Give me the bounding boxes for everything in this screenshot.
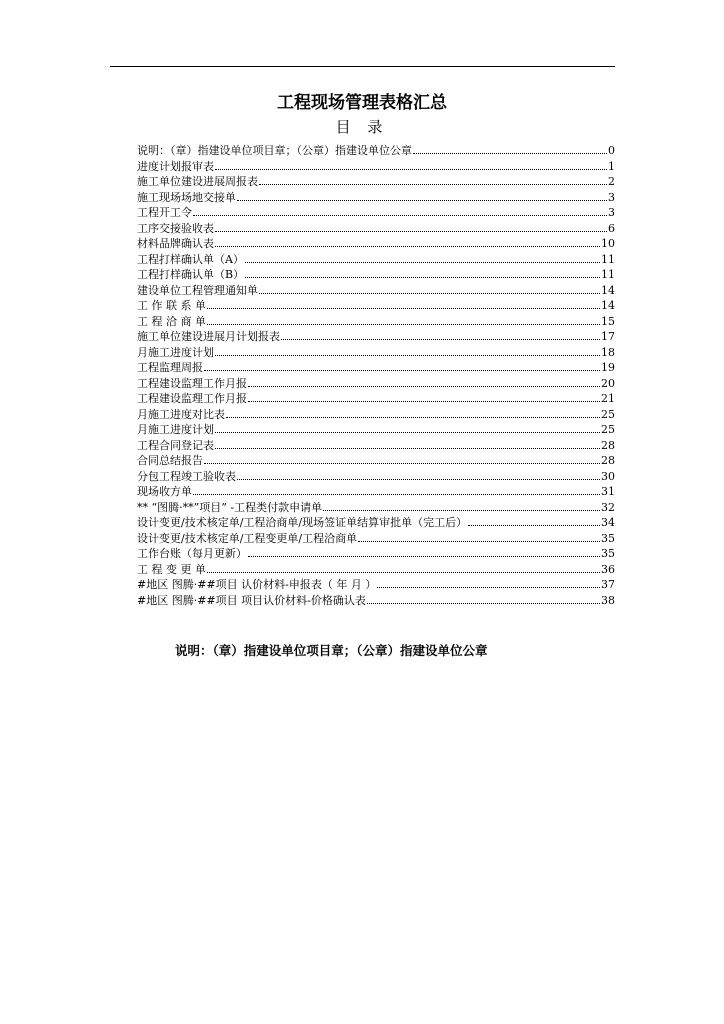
toc-entry-title: 工作台账（每月更新）	[137, 547, 247, 560]
toc-leader-dots	[377, 577, 600, 588]
toc-entry[interactable]	[137, 298, 615, 314]
toc-entry[interactable]	[137, 438, 615, 454]
toc-entry[interactable]	[137, 345, 615, 361]
toc-entry[interactable]	[137, 252, 615, 268]
toc-page-number: 18	[601, 345, 615, 359]
toc-leader-dots	[237, 469, 600, 480]
toc-entry[interactable]	[137, 236, 615, 252]
toc-entry[interactable]	[137, 360, 615, 376]
toc-page-number: 37	[601, 578, 615, 591]
toc-entry-title: 分包工程竣工验收表	[137, 469, 236, 483]
toc-entry[interactable]	[137, 577, 615, 593]
toc-leader-dots	[237, 190, 607, 201]
toc-entry-title: 施工单位建设进展周报表	[137, 175, 258, 188]
toc-entry[interactable]	[137, 407, 615, 423]
toc-entry[interactable]	[137, 329, 615, 345]
toc-entry-title: 建设单位工程管理通知单	[137, 283, 258, 297]
toc-page-number: 30	[601, 469, 615, 483]
toc-leader-dots	[215, 422, 600, 433]
toc-leader-dots	[207, 562, 600, 573]
toc-leader-dots	[207, 298, 600, 309]
toc-page-number: 3	[608, 206, 615, 219]
toc-entry[interactable]	[137, 205, 615, 221]
toc-entry-title: 施工单位建设进展月计划报表	[137, 330, 280, 343]
toc-heading: 目 录	[335, 118, 389, 136]
toc-leader-dots	[204, 360, 600, 371]
toc-entry-title: 材料品牌确认表	[137, 237, 214, 250]
toc-entry-title: 月施工进度计划	[137, 345, 214, 359]
toc-page-number: 28	[601, 438, 615, 452]
toc-leader-dots	[215, 221, 607, 232]
toc-entry-title: 设计变更/技术核定单/工程洽商单/现场签证单结算审批单（完工后）	[137, 516, 468, 529]
toc-entry[interactable]	[137, 221, 615, 237]
toc-entry-title: 工程开工令	[137, 206, 192, 219]
toc-leader-dots	[248, 391, 600, 402]
toc-leader-dots	[245, 252, 600, 263]
toc-entry[interactable]	[137, 174, 615, 190]
toc-page-number: 25	[601, 423, 615, 436]
toc-leader-dots	[215, 438, 600, 449]
toc-page-number: 28	[601, 454, 615, 467]
toc-page-number: 34	[601, 516, 615, 529]
toc-entry-title: ** “图腾·**”项目” -工程类付款申请单	[137, 500, 323, 514]
toc-leader-dots	[248, 376, 600, 387]
toc-entry[interactable]	[137, 593, 615, 609]
toc-page-number: 35	[601, 547, 615, 560]
toc-page-number: 36	[601, 562, 615, 576]
toc-entry-title: #地区 图腾·##项目 项目认价材料-价格确认表	[137, 593, 366, 607]
toc-entry-title: 设计变更/技术核定单/工程变更单/工程洽商单	[137, 531, 358, 545]
toc-page-number: 20	[601, 376, 615, 390]
toc-leader-dots	[193, 205, 607, 216]
toc-leader-dots	[358, 531, 600, 542]
toc-entry-title: 进度计划报审表	[137, 159, 214, 173]
toc-entry[interactable]	[137, 484, 615, 500]
toc-leader-dots	[215, 236, 600, 247]
toc-leader-dots	[259, 174, 607, 185]
toc-page-number: 0	[608, 144, 615, 157]
toc-leader-dots	[468, 515, 600, 526]
toc-entry-title: 说明：（章）指建设单位项目章；（公章）指建设单位公章	[137, 144, 412, 157]
toc-entry[interactable]	[137, 562, 615, 578]
toc-entry-title: 工 程 变 更 单	[137, 562, 206, 576]
toc-entry-title: 月施工进度计划	[137, 423, 214, 436]
toc-entry[interactable]	[137, 546, 615, 562]
toc-leader-dots	[245, 267, 600, 278]
toc-entry[interactable]	[137, 453, 615, 469]
toc-entry-title: 工程建设监理工作月报	[137, 376, 247, 390]
toc-entry-title: 月施工进度对比表	[137, 407, 225, 421]
toc-entry-title: 工程监理周报	[137, 361, 203, 374]
toc-page-number: 14	[601, 299, 615, 312]
footnote: 说明：（章）指建设单位项目章；（公章）指建设单位公章	[175, 643, 488, 658]
toc-leader-dots	[193, 484, 600, 495]
document-title: 工程现场管理表格汇总	[277, 93, 447, 113]
toc-leader-dots	[215, 159, 607, 170]
toc-page-number: 11	[601, 252, 615, 266]
toc-entry-title: 工 程 洽 商 单	[137, 314, 206, 328]
toc-leader-dots	[413, 143, 607, 154]
toc-entry-title: 工序交接验收表	[137, 221, 214, 235]
toc-page-number: 14	[601, 283, 615, 297]
toc-page-number: 19	[601, 361, 615, 374]
toc-entry[interactable]	[137, 143, 615, 159]
toc-entry[interactable]	[137, 500, 615, 516]
toc-entry[interactable]	[137, 469, 615, 485]
toc-entry[interactable]	[137, 267, 615, 283]
toc-entry-title: 工程合同登记表	[137, 438, 214, 452]
toc-page-number: 11	[601, 268, 615, 281]
toc-page-number: 35	[601, 531, 615, 545]
toc-entry[interactable]	[137, 376, 615, 392]
toc-entry-title: 施工现场场地交接单	[137, 190, 236, 204]
toc-page-number: 15	[601, 314, 615, 328]
toc-entry-title: 工 作 联 系 单	[137, 299, 206, 312]
toc-entry-title: 合同总结报告	[137, 454, 203, 467]
toc-entry[interactable]	[137, 190, 615, 206]
table-of-contents	[137, 143, 615, 608]
toc-entry-title: 工程打样确认单（B）	[137, 268, 245, 281]
toc-leader-dots	[248, 546, 600, 557]
toc-entry[interactable]	[137, 283, 615, 299]
toc-entry[interactable]	[137, 314, 615, 330]
toc-leader-dots	[367, 593, 600, 604]
toc-page-number: 1	[608, 159, 615, 173]
toc-entry[interactable]	[137, 422, 615, 438]
toc-entry[interactable]	[137, 515, 615, 531]
toc-leader-dots	[215, 345, 600, 356]
toc-page-number: 21	[601, 392, 615, 405]
toc-page-number: 3	[608, 190, 615, 204]
toc-entry-title: 现场收方单	[137, 485, 192, 498]
toc-page-number: 38	[601, 593, 615, 607]
header-rule	[110, 66, 615, 67]
toc-page-number: 25	[601, 407, 615, 421]
toc-leader-dots	[281, 329, 600, 340]
toc-page-number: 32	[601, 500, 615, 514]
toc-page-number: 2	[608, 175, 615, 188]
toc-entry-title: 工程打样确认单（A）	[137, 252, 244, 266]
toc-entry-title: 工程建设监理工作月报	[137, 392, 247, 405]
toc-leader-dots	[204, 453, 600, 464]
toc-leader-dots	[259, 283, 600, 294]
toc-entry[interactable]	[137, 391, 615, 407]
toc-page-number: 6	[608, 221, 615, 235]
toc-entry[interactable]	[137, 159, 615, 175]
toc-leader-dots	[226, 407, 600, 418]
toc-entry[interactable]	[137, 531, 615, 547]
toc-page-number: 17	[601, 330, 615, 343]
toc-entry-title: #地区 图腾·##项目 认价材料-申报表（ 年 月 ）	[137, 578, 377, 591]
toc-leader-dots	[323, 500, 600, 511]
toc-leader-dots	[207, 314, 600, 325]
toc-page-number: 31	[601, 485, 615, 498]
toc-page-number: 10	[601, 237, 615, 250]
